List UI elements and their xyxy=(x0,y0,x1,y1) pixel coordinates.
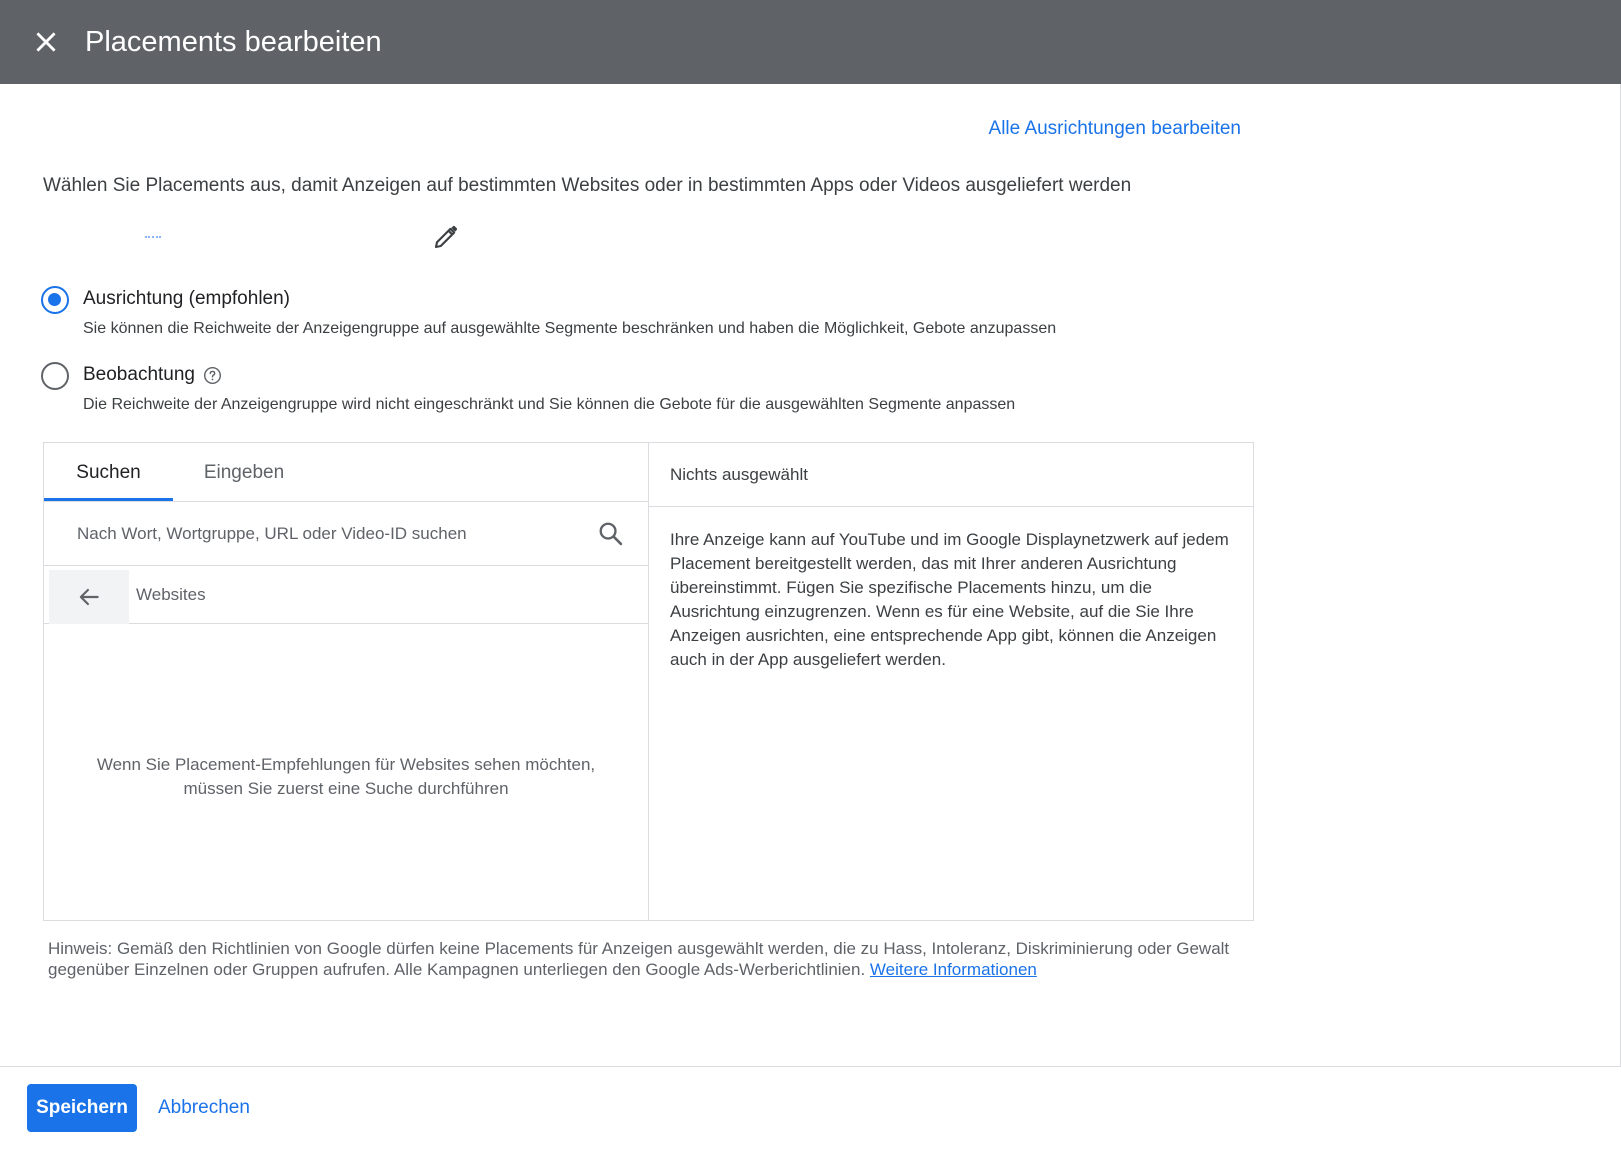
empty-state-line-1: Wenn Sie Placement-Empfehlungen für Websites sehen möchten, xyxy=(96,755,596,774)
search-icon xyxy=(597,520,625,548)
radio-observation-description: Die Reichweite der Anzeigengruppe wird nicht eingeschränkt und Sie können die Gebote für die ausgewählten Segmente anpassen xyxy=(83,396,1016,413)
intro-text: Wählen Sie Placements aus, damit Anzeigen auf bestimmten Websites oder in bestimmten Apps oder Videos ausgeliefert werden xyxy=(43,175,1132,196)
help-icon[interactable] xyxy=(203,366,222,385)
close-icon xyxy=(33,29,59,55)
tab-enter[interactable]: Eingeben xyxy=(203,462,285,483)
radio-option-observation[interactable] xyxy=(41,362,1015,416)
policy-note-text: Hinweis: Gemäß den Richtlinien von Google dürfen keine Placements für Anzeigen ausgewählt werden, die zu Hass, Intoleranz, Diskriminierung oder Gewalt gegenüber Einzelnen oder Gruppen aufrufen. Alle Kampagnen unterliegen den Google Ads-Werberichtlinien. xyxy=(48,939,1230,979)
pencil-icon xyxy=(431,222,461,252)
tab-bar xyxy=(44,443,648,502)
radio-targeting-label: Ausrichtung (empfohlen) xyxy=(83,288,290,309)
radio-observation[interactable] xyxy=(41,362,69,390)
radio-observation-label: Beobachtung xyxy=(83,364,195,385)
page-title: Placements bearbeiten xyxy=(85,26,382,58)
radio-option-targeting[interactable] xyxy=(41,286,1056,340)
ad-group-name xyxy=(145,236,161,239)
search-input[interactable] xyxy=(75,516,575,552)
ad-group-name-row xyxy=(43,222,463,254)
placement-browser xyxy=(44,443,649,920)
category-nav xyxy=(44,566,648,624)
radio-targeting[interactable] xyxy=(41,286,69,314)
save-button[interactable]: Speichern xyxy=(27,1084,137,1132)
search-button[interactable] xyxy=(597,520,625,548)
dialog-header xyxy=(0,0,1621,84)
empty-state-line-2: müssen Sie zuerst eine Suche durchführen xyxy=(183,779,509,798)
edit-all-targeting-link[interactable]: Alle Ausrichtungen bearbeiten xyxy=(988,118,1241,139)
back-button[interactable] xyxy=(49,570,129,624)
category-label: Websites xyxy=(136,585,206,604)
policy-note xyxy=(48,938,1258,980)
selected-info-text: Ihre Anzeige kann auf YouTube und im Google Displaynetzwerk auf jedem Placement bereitgestellt werden, das mit Ihrer anderen Ausrichtung übereinstimmt. Fügen Sie spezifische Placements hinzu, um die Ausrichtung einzugrenzen. Wenn es für eine Website, auf die Sie Ihre Anzeigen ausrichten, eine entsprechende App gibt, können die Anzeigen auch in der App ausgeliefert werden. xyxy=(670,530,1229,669)
close-button[interactable] xyxy=(26,22,66,62)
edit-button[interactable] xyxy=(431,222,463,254)
radio-observation-label-row xyxy=(83,362,1015,388)
radio-targeting-description: Sie können die Reichweite der Anzeigengruppe auf ausgewählte Segmente beschränken und haben die Möglichkeit, Gebote anzupassen xyxy=(83,320,1057,337)
learn-more-link[interactable]: Weitere Informationen xyxy=(869,960,1037,979)
arrow-back-icon xyxy=(76,584,102,610)
tab-search[interactable]: Suchen xyxy=(76,462,141,483)
placement-panel xyxy=(43,442,1254,921)
selected-title: Nichts ausgewählt xyxy=(649,443,1253,507)
empty-state-message xyxy=(44,753,648,801)
dialog-footer xyxy=(0,1066,1621,1151)
active-tab-indicator xyxy=(44,498,173,501)
cancel-button[interactable]: Abbrechen xyxy=(150,1084,258,1132)
selected-placements xyxy=(649,443,1253,920)
search-bar xyxy=(44,502,648,566)
